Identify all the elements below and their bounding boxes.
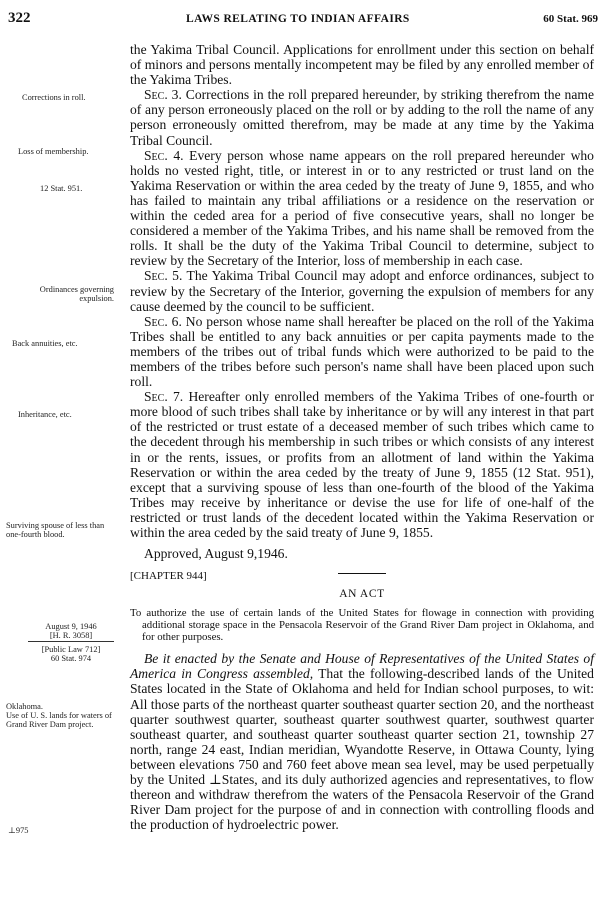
section-5 — [130, 268, 594, 313]
section-6-text: No person whose name shall hereafter be placed on the roll of the Yakima Tribes shall be entitled to any back annuities or per capita payments made to the members of the tribes out of tribal funds which were authorized to be paid to the members of the tribes before such person's name shall have been placed upon such roll. — [130, 313, 594, 390]
enacting-paragraph — [130, 651, 594, 832]
margin-note-date: August 9, 1946 — [45, 622, 97, 631]
margin-note-oklahoma: Oklahoma. — [6, 702, 43, 711]
page-number: 322 — [8, 10, 31, 26]
section-3-label: Sec. 3. — [144, 87, 182, 103]
margin-note-ordinances: Ordinances governing expulsion. — [39, 285, 114, 304]
margin-note-inheritance: Inheritance, etc. — [18, 410, 72, 419]
section-7 — [130, 389, 594, 540]
section-4-label: Sec. 4. — [144, 147, 184, 163]
section-4-text: Every person whose name appears on the roll prepared hereunder who holds no vested right, title, or interest in or to any restricted or trust land on the Yakima Reservation or within the area ceded by the treaty of June 9, 1855, and who has failed to maintain any tribal affiliations or a residence on the reservation or within the ceded area for a period of five consecutive years, shall no longer be considered a member of the Yakima Tribes, and his name shall be removed from the rolls. It shall be the duty of the Yakima Tribal Council to determine, subject to review by the Secretary of the Interior, loss of membership in each case. — [130, 147, 594, 269]
margin-note-use-of-lands: Use of U. S. lands for waters of Grand River Dam project. — [6, 711, 112, 730]
margin-note-stat-951: 12 Stat. 951. — [40, 184, 83, 193]
margin-note-loss-of-membership: Loss of membership. — [18, 147, 89, 156]
margin-note-stat-974: 60 Stat. 974 — [50, 654, 92, 663]
margin-note-corrections: Corrections in roll. — [22, 93, 86, 102]
paragraph-continuation: the Yakima Tribal Council. Applications for enrollment under this section on behalf of minors and persons mentally incompetent may be filed by any enrolled member of the Yakima Tribes. — [130, 42, 594, 88]
section-3-text: Corrections in the roll prepared hereunder, by striking therefrom the name of any person erroneously placed on the roll or by adding to the roll the name of any person erroneously omitted therefrom, may be made at any time by the Yakima Tribal Council. — [130, 87, 594, 148]
act-purpose: To authorize the use of certain lands of the United States for flowage in connection with providing additional storage space in the Pensacola Reservoir of the Grand River Dam project in Oklahoma, and for other purposes. — [130, 607, 594, 644]
section-4 — [130, 148, 594, 269]
section-6 — [130, 314, 594, 389]
margin-note-back-annuities: Back annuities, etc. — [12, 339, 78, 348]
main-text — [130, 42, 594, 832]
act-title: AN ACT — [339, 588, 385, 601]
statute-reference: 60 Stat. 969 — [543, 13, 598, 25]
running-title: LAWS RELATING TO INDIAN AFFAIRS — [186, 13, 410, 25]
section-6-label: Sec. 6. — [144, 313, 182, 329]
chapter-divider — [130, 561, 594, 583]
section-5-text: The Yakima Tribal Council may adopt and enforce ordinances, subject to review by the Secretary of the Interior, governing the expulsion of members for any cause deemed by the council to be sufficient. — [130, 268, 594, 314]
chapter-label: [CHAPTER 944] — [130, 570, 207, 583]
approval-line: Approved, August 9,1946. — [144, 546, 288, 562]
enacting-clause: Be it enacted by the Senate and House of Representatives of the United States of America in Congress assembled, — [130, 651, 594, 682]
margin-note-public-law: [Public Law 712] — [41, 645, 101, 654]
section-7-label: Sec. 7. — [144, 389, 184, 405]
section-3 — [130, 87, 594, 147]
section-7-text: Hereafter only enrolled members of the Yakima Tribes of one-fourth or more blood of such tribes shall take by inheritance or by will any interest in that part of the restricted or trust estate of a deceased member of such tribes which came to the decedent through his membership in such tribes or which consists of any interest in or the rents, issues, or profits from an allotment of land within the Yakima Reservation or within the area ceded by the treaty of June 9, 1855 (12 Stat. 951), except that a surviving spouse of less than one-fourth of the blood of the Yakima Tribes may receive by inheritance or devise the use for life of one-half of the restricted or trust lands of the decedent located within the Yakima Reservation or within the area ceded by the said treaty of June 9, 1855. — [130, 389, 594, 540]
margin-note-surviving-spouse: Surviving spouse of less than one-fourth blood. — [6, 521, 105, 540]
page-header — [0, 0, 604, 30]
divider-rule — [338, 573, 386, 574]
enacting-text: That the following-described lands of the United States located in the State of Oklahoma and held for Indian school purposes, to wit: All those parts of the northeast quarter southeast quarter section 20, and the northeast quarter southwest quarter, southeast quarter southwest quarter, southwest quarter southeast quarter, and southeast quarter southeast quarter section 21, township 27 north, range 24 east, Indian meridian, Wyandotte Reserve, in Ottawa County, lying between elevations 750 and 760 feet above mean sea level, may be used perpetually by the United ⊥States, and its duly authorized agencies and representatives, to flow thereon and withdraw therefrom the waters of the Pensacola Reservoir of the Grand River Dam project for the purpose of and in connection with controlling floods and the production of hydroelectric power. — [130, 666, 594, 833]
margin-note-hr: [H. R. 3058] — [28, 631, 114, 642]
margin-note-page-break: ⊥975 — [8, 826, 29, 835]
section-5-label: Sec. 5. — [144, 268, 183, 284]
